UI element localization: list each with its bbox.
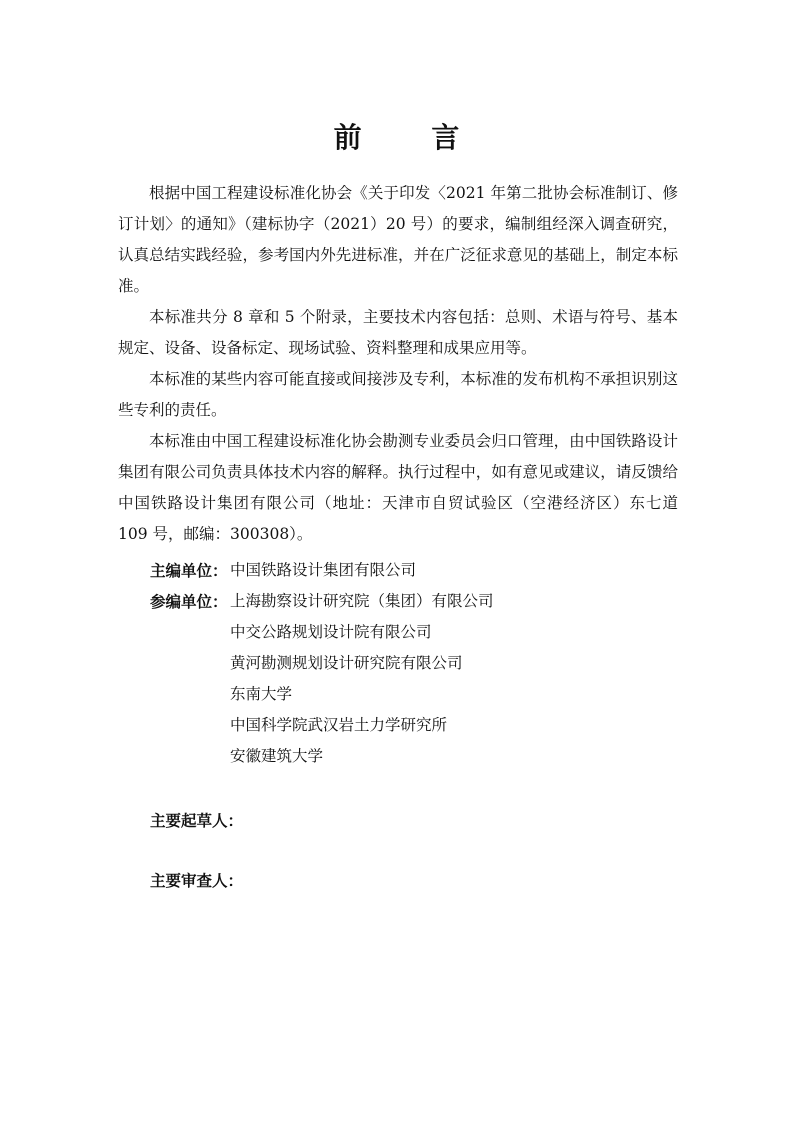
main-reviewers-label: 主要审查人： bbox=[150, 871, 244, 890]
participating-unit-row bbox=[150, 586, 670, 617]
chief-unit-label: 主编单位： bbox=[150, 561, 228, 580]
participating-unit-row bbox=[150, 648, 670, 679]
paragraph-patent: 本标准的某些内容可能直接或间接涉及专利，本标准的发布机构不承担识别这些专利的责任。 bbox=[118, 370, 678, 419]
chief-unit-value: 中国铁路设计集团有限公司 bbox=[230, 561, 417, 579]
participating-unit-row bbox=[150, 617, 670, 648]
chief-unit-row bbox=[150, 555, 670, 586]
participating-unit-value: 东南大学 bbox=[230, 685, 293, 703]
main-drafters-label: 主要起草人： bbox=[150, 811, 244, 830]
participating-unit-value: 安徽建筑大学 bbox=[230, 747, 324, 765]
participating-unit-label: 参编单位： bbox=[150, 592, 228, 611]
paragraph-content: 本标准共分 8 章和 5 个附录，主要技术内容包括：总则、术语与符号、基本规定、设备、设备标定、现场试验、资料整理和成果应用等。 bbox=[118, 308, 678, 357]
page-title: 前 言 bbox=[333, 121, 490, 154]
paragraph-management: 本标准由中国工程建设标准化协会勘测专业委员会归口管理，由中国铁路设计集团有限公司负责具体技术内容的解释。执行过程中，如有意见或建议，请反馈给中国铁路设计集团有限公司（地址：天津市自贸试验区（空港经济区）东七道 109 号，邮编：300308）。 bbox=[118, 432, 678, 543]
paragraph-basis: 根据中国工程建设标准化协会《关于印发〈2021 年第二批协会标准制订、修订计划〉的通知》（建标协字（2021）20 号）的要求，编制组经深入调查研究，认真总结实践经验，参考国内外先进标准，并在广泛征求意见的基础上，制定本标准。 bbox=[118, 184, 678, 295]
participating-unit-row bbox=[150, 741, 670, 772]
participating-unit-value: 中交公路规划设计院有限公司 bbox=[230, 623, 432, 641]
participating-unit-value: 黄河勘测规划设计研究院有限公司 bbox=[230, 654, 463, 672]
units-section bbox=[150, 555, 670, 772]
participating-unit-row bbox=[150, 679, 670, 710]
preface-body bbox=[118, 178, 678, 550]
participating-unit-row bbox=[150, 710, 670, 741]
participating-unit-value: 中国科学院武汉岩土力学研究所 bbox=[230, 716, 448, 734]
participating-unit-value: 上海勘察设计研究院（集团）有限公司 bbox=[230, 592, 494, 610]
